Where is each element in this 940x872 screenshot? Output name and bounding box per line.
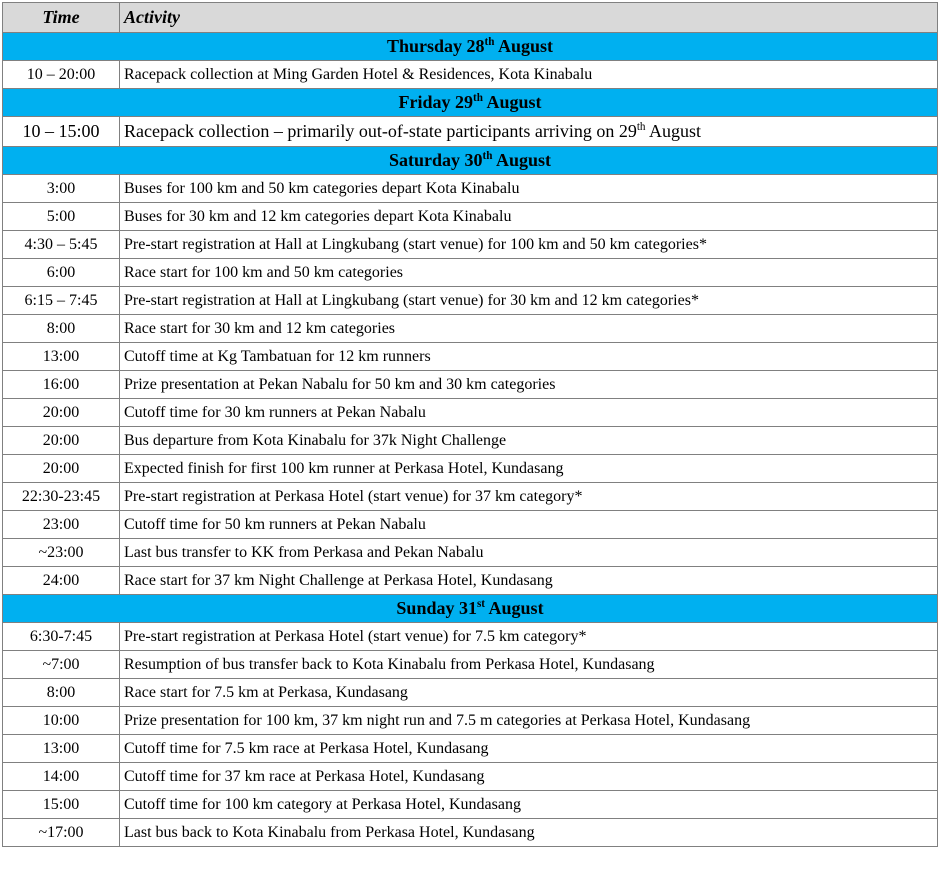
day-row-friday bbox=[3, 89, 938, 117]
table-row bbox=[3, 343, 938, 371]
time-cell: 13:00 bbox=[3, 735, 120, 763]
activity-cell: Prize presentation for 100 km, 37 km night run and 7.5 m categories at Perkasa Hotel, Kundasang bbox=[120, 707, 938, 735]
activity-cell: Pre-start registration at Hall at Lingkubang (start venue) for 30 km and 12 km categories* bbox=[120, 287, 938, 315]
time-cell: 4:30 – 5:45 bbox=[3, 231, 120, 259]
day-heading: Sunday 31st August bbox=[3, 595, 938, 623]
table-row bbox=[3, 567, 938, 595]
table-row bbox=[3, 707, 938, 735]
table-row bbox=[3, 203, 938, 231]
table-row bbox=[3, 791, 938, 819]
table-row bbox=[3, 315, 938, 343]
time-cell: 5:00 bbox=[3, 203, 120, 231]
table-row bbox=[3, 399, 938, 427]
table-row bbox=[3, 231, 938, 259]
time-cell: 22:30-23:45 bbox=[3, 483, 120, 511]
activity-cell: Resumption of bus transfer back to Kota Kinabalu from Perkasa Hotel, Kundasang bbox=[120, 651, 938, 679]
activity-cell: Expected finish for first 100 km runner at Perkasa Hotel, Kundasang bbox=[120, 455, 938, 483]
activity-cell: Racepack collection – primarily out-of-state participants arriving on 29th August bbox=[120, 117, 938, 147]
day-heading: Friday 29th August bbox=[3, 89, 938, 117]
header-row bbox=[3, 3, 938, 33]
table-row bbox=[3, 483, 938, 511]
table-row bbox=[3, 61, 938, 89]
activity-cell: Race start for 100 km and 50 km categories bbox=[120, 259, 938, 287]
activity-cell: Cutoff time for 7.5 km race at Perkasa Hotel, Kundasang bbox=[120, 735, 938, 763]
table-row bbox=[3, 175, 938, 203]
time-cell: 6:30-7:45 bbox=[3, 623, 120, 651]
activity-cell: Cutoff time for 37 km race at Perkasa Hotel, Kundasang bbox=[120, 763, 938, 791]
day-heading: Saturday 30th August bbox=[3, 147, 938, 175]
activity-cell: Pre-start registration at Perkasa Hotel (start venue) for 7.5 km category* bbox=[120, 623, 938, 651]
time-cell: 14:00 bbox=[3, 763, 120, 791]
activity-cell: Last bus transfer to KK from Perkasa and Pekan Nabalu bbox=[120, 539, 938, 567]
time-cell: 16:00 bbox=[3, 371, 120, 399]
table-row bbox=[3, 763, 938, 791]
time-cell: 6:15 – 7:45 bbox=[3, 287, 120, 315]
activity-cell: Race start for 30 km and 12 km categories bbox=[120, 315, 938, 343]
activity-cell: Prize presentation at Pekan Nabalu for 50 km and 30 km categories bbox=[120, 371, 938, 399]
day-row-thursday bbox=[3, 33, 938, 61]
table-row bbox=[3, 455, 938, 483]
time-cell: 20:00 bbox=[3, 455, 120, 483]
activity-cell: Race start for 37 km Night Challenge at Perkasa Hotel, Kundasang bbox=[120, 567, 938, 595]
table-row bbox=[3, 623, 938, 651]
table-row bbox=[3, 539, 938, 567]
time-cell: 8:00 bbox=[3, 679, 120, 707]
time-cell: 13:00 bbox=[3, 343, 120, 371]
day-row-sunday bbox=[3, 595, 938, 623]
activity-cell: Pre-start registration at Perkasa Hotel (start venue) for 37 km category* bbox=[120, 483, 938, 511]
time-cell: 20:00 bbox=[3, 427, 120, 455]
day-row-saturday bbox=[3, 147, 938, 175]
time-cell: 8:00 bbox=[3, 315, 120, 343]
time-column-header: Time bbox=[3, 3, 120, 33]
time-cell: 10 – 15:00 bbox=[3, 117, 120, 147]
table-row bbox=[3, 651, 938, 679]
time-cell: 23:00 bbox=[3, 511, 120, 539]
table-row bbox=[3, 287, 938, 315]
activity-cell: Cutoff time for 30 km runners at Pekan Nabalu bbox=[120, 399, 938, 427]
time-cell: 6:00 bbox=[3, 259, 120, 287]
table-row bbox=[3, 511, 938, 539]
time-cell: 3:00 bbox=[3, 175, 120, 203]
activity-cell: Buses for 30 km and 12 km categories depart Kota Kinabalu bbox=[120, 203, 938, 231]
activity-cell: Buses for 100 km and 50 km categories depart Kota Kinabalu bbox=[120, 175, 938, 203]
activity-cell: Cutoff time at Kg Tambatuan for 12 km runners bbox=[120, 343, 938, 371]
table-row bbox=[3, 371, 938, 399]
activity-cell: Last bus back to Kota Kinabalu from Perkasa Hotel, Kundasang bbox=[120, 819, 938, 847]
table-row bbox=[3, 427, 938, 455]
activity-cell: Pre-start registration at Hall at Lingkubang (start venue) for 100 km and 50 km categories* bbox=[120, 231, 938, 259]
activity-cell: Racepack collection at Ming Garden Hotel & Residences, Kota Kinabalu bbox=[120, 61, 938, 89]
time-cell: 15:00 bbox=[3, 791, 120, 819]
time-cell: 20:00 bbox=[3, 399, 120, 427]
time-cell: 10:00 bbox=[3, 707, 120, 735]
activity-column-header: Activity bbox=[120, 3, 938, 33]
time-cell: ~7:00 bbox=[3, 651, 120, 679]
time-cell: 24:00 bbox=[3, 567, 120, 595]
schedule-table bbox=[2, 2, 938, 847]
activity-cell: Cutoff time for 50 km runners at Pekan Nabalu bbox=[120, 511, 938, 539]
day-heading: Thursday 28th August bbox=[3, 33, 938, 61]
table-row bbox=[3, 259, 938, 287]
table-row bbox=[3, 819, 938, 847]
activity-cell: Race start for 7.5 km at Perkasa, Kundasang bbox=[120, 679, 938, 707]
time-cell: 10 – 20:00 bbox=[3, 61, 120, 89]
time-cell: ~23:00 bbox=[3, 539, 120, 567]
activity-cell: Bus departure from Kota Kinabalu for 37k Night Challenge bbox=[120, 427, 938, 455]
activity-cell: Cutoff time for 100 km category at Perkasa Hotel, Kundasang bbox=[120, 791, 938, 819]
time-cell: ~17:00 bbox=[3, 819, 120, 847]
table-row bbox=[3, 117, 938, 147]
table-row bbox=[3, 735, 938, 763]
table-row bbox=[3, 679, 938, 707]
